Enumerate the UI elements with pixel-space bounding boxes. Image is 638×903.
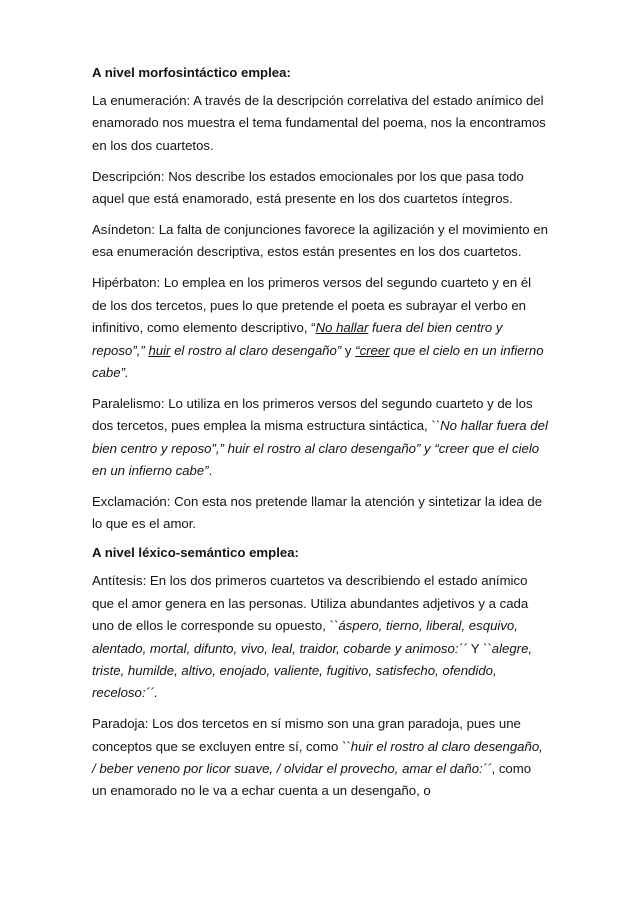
antitesis-connector: Y: [467, 640, 483, 656]
paragraph-exclamacion: Exclamación: Con esta nos pretende llamar la atención y sintetizar la idea de lo que es el amor.: [92, 494, 543, 532]
paragraph-descripcion: Descripción: Nos describe los estados emocionales por los que pasa todo aquel que está enamorado, está presente en los dos cuartetos íntegros.: [92, 168, 524, 207]
hiperbaton-text: Hipérbaton: Lo emplea en los primeros versos del segundo cuarteto y en él de los dos tercetos, pues lo que pretende el poeta es subrayar el verbo en infinitivo, como elemento descriptivo, “: [92, 275, 532, 336]
paralelismo-end: .: [208, 463, 213, 479]
antitesis-quote-1: ``áspero, tierno, liberal, esquivo, alentado, mortal, difunto, vivo, leal, traidor, cobarde y animoso:´´: [92, 618, 518, 656]
antitesis-text: Antítesis: En los dos primeros cuartetos va describiendo el estado anímico que el amor genera en las personas. Utiliza abundantes adjetivos y a cada uno de ellos le corresponde su opuesto,: [92, 573, 529, 634]
paradoja-text: Paradoja: Los dos tercetos en sí mismo son una gran paradoja, pues une conceptos que se excluyen entre sí, como: [92, 716, 521, 754]
paragraph-antitesis: [92, 570, 548, 704]
hiperbaton-quote-1: fuera del bien centro y reposo”,”: [92, 320, 503, 358]
hiperbaton-quote-2: el rostro al claro desengaño”: [170, 342, 342, 358]
hiperbaton-quote-3: que el cielo en un infierno cabe”.: [92, 342, 544, 380]
hiperbaton-underline-huir: huir: [148, 342, 171, 358]
antitesis-quote-2: ``alegre, triste, humilde, altivo, enojado, valiente, fugitivo, satisfecho, ofendido, receloso:´´.: [92, 640, 533, 701]
paralelismo-quote: ``No hallar fuera del bien centro y reposo”,” huir el rostro al claro desengaño” y “creer que el cielo en un infierno cabe”: [92, 418, 548, 479]
paragraph-asindeton: Asíndeton: La falta de conjunciones favorece la agilización y el movimiento en esa enumeración descriptiva, estos están presentes en los dos cuartetos.: [92, 222, 548, 260]
section-heading-morphosyntactic: A nivel morfosintáctico emplea:: [92, 65, 291, 80]
hiperbaton-underline-creer: “creer: [355, 342, 390, 358]
paralelismo-text: Paralelismo: Lo utiliza en los primeros versos del segundo cuarteto y de los dos tercetos, pues emplea la misma estructura sintáctica,: [92, 395, 533, 434]
hiperbaton-underline-no-hallar: No hallar: [315, 320, 369, 336]
paradoja-continuation: , como un enamorado no le va a echar cuenta a un desengaño, o: [92, 761, 532, 799]
paradoja-quote: ``huir el rostro al claro desengaño, / beber veneno por licor suave, / olvidar el provecho, amar el daño:´´: [92, 738, 543, 777]
paragraph-paralelismo: [92, 393, 548, 483]
paragraph-hiperbaton: [92, 272, 548, 384]
section-heading-lexical-semantic: A nivel léxico-semántico emplea:: [92, 545, 299, 561]
paragraph-enumeracion: La enumeración: A través de la descripción correlativa del estado anímico del enamorado nos muestra el tema fundamental del poema, nos la encontramos en los dos cuartetos.: [92, 93, 546, 153]
hiperbaton-connector: y: [341, 342, 356, 358]
paragraph-paradoja: [92, 713, 548, 803]
